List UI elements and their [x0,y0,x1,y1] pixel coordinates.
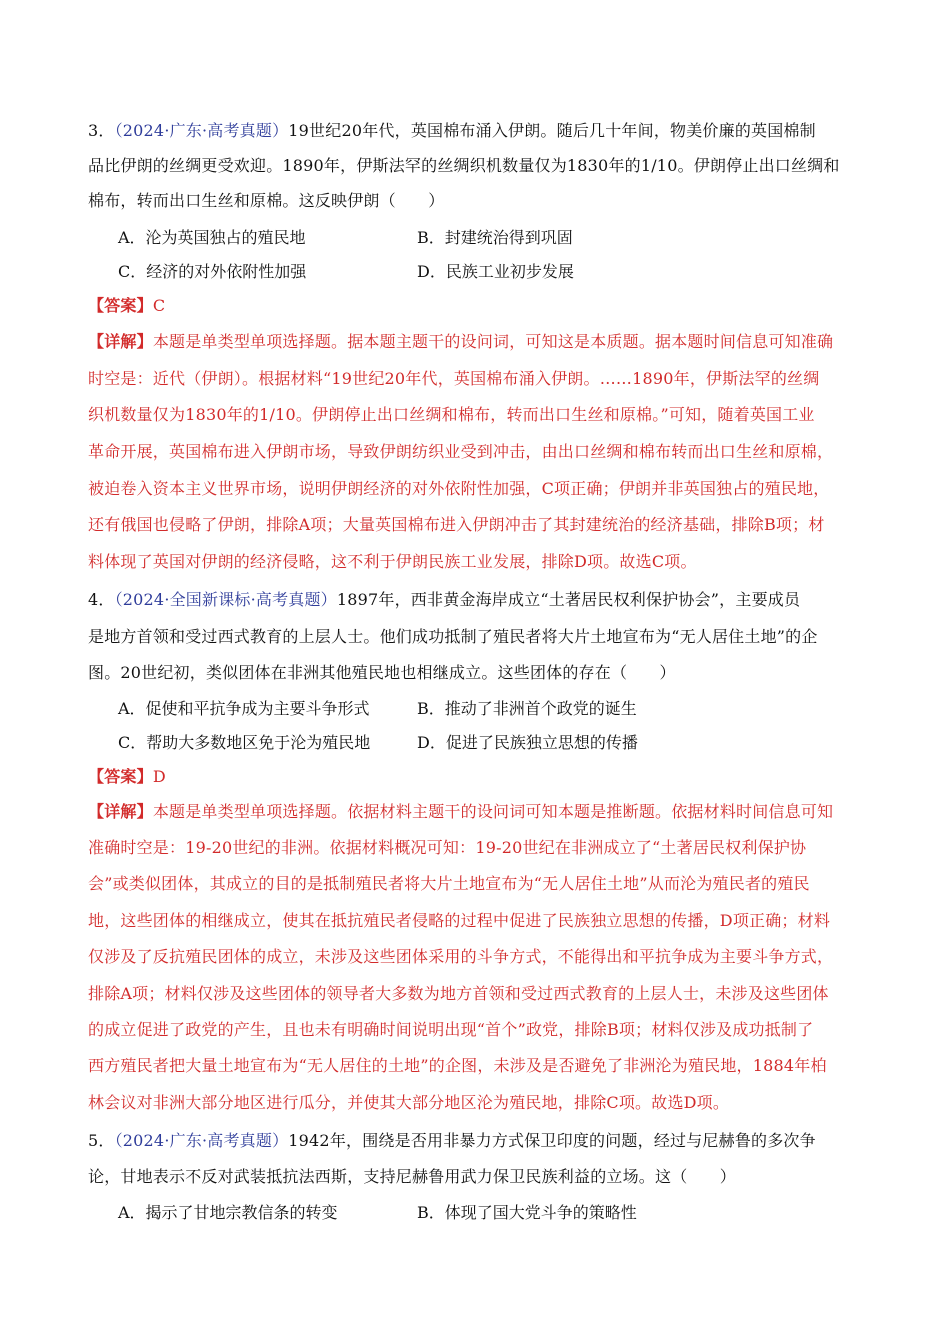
q4-source: （2024·全国新课标·高考真题） [114,590,337,609]
q3-answer: 【答案】C [88,296,166,315]
q4-detail-line-9: 林会议对非洲大部分地区进行瓜分，并使其大部分地区沦为殖民地，排除C项。故选D项。 [88,1093,730,1112]
q4-answer: 【答案】D [88,767,166,786]
q4-option-a: A．促使和平抗争成为主要斗争形式 [118,699,370,718]
q3-option-a: A．沦为英国独占的殖民地 [118,228,306,247]
q3-detail-line-1: 【详解】本题是单类型单项选择题。据本题主题干的设问词，可知这是本质题。据本题时间信息可知准确 [88,332,834,351]
q5-stem-line-1: 5．（2024·广东·高考真题）1942年，围绕是否用非暴力方式保卫印度的问题，经过与尼赫鲁的多次争 [88,1131,816,1150]
q5-stem-line-2: 论，甘地表示不反对武装抵抗法西斯，支持尼赫鲁用武力保卫民族利益的立场。这（ ） [88,1167,737,1186]
q3-detail-line-7: 料体现了英国对伊朗的经济侵略，这不利于伊朗民族工业发展，排除D项。故选C项。 [88,552,697,571]
q4-detail-line-6: 排除A项；材料仅涉及这些团体的领导者大多数为地方首领和受过西式教育的上层人士，未涉及这些团体 [88,984,829,1003]
q3-detail-line-4: 革命开展，英国棉布进入伊朗市场，导致伊朗纺织业受到冲击，由出口丝绸和棉布转而出口生丝和原棉， [88,442,834,461]
q4-detail-line-8: 西方殖民者把大量土地宣布为“无人居住的土地”的企图，未涉及是否避免了非洲沦为殖民地，1884年柏 [88,1056,827,1075]
q4-number: 4． [88,590,115,609]
q4-detail-line-7: 的成立促进了政党的产生，且也未有明确时间说明出现“首个”政党，排除B项；材料仅涉及成功抵制了 [88,1020,814,1039]
q4-stem-line-1: 4．（2024·全国新课标·高考真题）1897年，西非黄金海岸成立“土著居民权利保护协会”，主要成员 [88,590,801,609]
q4-option-c: C．帮助大多数地区免于沦为殖民地 [118,733,371,752]
q3-detail-line-5: 被迫卷入资本主义世界市场，说明伊朗经济的对外依附性加强，C项正确；伊朗并非英国独占的殖民地， [88,479,830,498]
q5-source: （2024·广东·高考真题） [114,1131,289,1150]
q4-detail-line-2: 准确时空是：19-20世纪的非洲。依据材料概况可知：19-20世纪在非洲成立了“土著居民权利保护协 [88,838,807,857]
q3-stem-line-3: 棉布，转而出口生丝和原棉。这反映伊朗（ ） [88,191,445,210]
q3-option-c: C．经济的对外依附性加强 [118,262,307,281]
q4-stem-line-3: 图。20世纪初，类似团体在非洲其他殖民地也相继成立。这些团体的存在（ ） [88,663,676,682]
q3-stem-line-2: 品比伊朗的丝绸更受欢迎。1890年，伊斯法罕的丝绸织机数量仅为1830年的1/10。伊朗停止出口丝绸和 [88,156,840,175]
q4-detail-line-1: 【详解】本题是单类型单项选择题。依据材料主题干的设问词可知本题是推断题。依据材料时间信息可知 [88,802,834,821]
q3-number: 3． [88,121,115,140]
q4-detail-line-4: 地，这些团体的相继成立，使其在抵抗殖民者侵略的过程中促进了民族独立思想的传播，D项正确；材料 [88,911,831,930]
q4-option-b: B．推动了非洲首个政党的诞生 [417,699,637,718]
q3-detail-line-2: 时空是：近代（伊朗）。根据材料“19世纪20年代，英国棉布涌入伊朗。……1890年，伊斯法罕的丝绸 [88,369,820,388]
q5-option-a: A．揭示了甘地宗教信条的转变 [118,1203,338,1222]
q4-option-d: D．促进了民族独立思想的传播 [417,733,638,752]
q4-stem-line-2: 是地方首领和受过西式教育的上层人士。他们成功抵制了殖民者将大片土地宣布为“无人居住土地”的企 [88,627,818,646]
q5-option-b: B．体现了国大党斗争的策略性 [417,1203,637,1222]
q3-detail-line-3: 织机数量仅为1830年的1/10。伊朗停止出口丝绸和棉布，转而出口生丝和原棉。”可知，随着英国工业 [88,405,815,424]
q3-source: （2024·广东·高考真题） [114,121,289,140]
q3-stem-line-1: 3．（2024·广东·高考真题）19世纪20年代，英国棉布涌入伊朗。随后几十年间，物美价廉的英国棉制 [88,121,816,140]
q3-option-d: D．民族工业初步发展 [417,262,574,281]
q3-option-b: B．封建统治得到巩固 [417,228,573,247]
q3-detail-line-6: 还有俄国也侵略了伊朗，排除A项；大量英国棉布进入伊朗冲击了其封建统治的经济基础，排除B项；材 [88,515,825,534]
q4-detail-line-3: 会”或类似团体，其成立的目的是抵制殖民者将大片土地宣布为“无人居住土地”从而沦为殖民者的殖民 [88,874,810,893]
q4-detail-line-5: 仅涉及了反抗殖民团体的成立，未涉及这些团体采用的斗争方式，不能得出和平抗争成为主要斗争方式， [88,947,834,966]
q5-number: 5． [88,1131,115,1150]
